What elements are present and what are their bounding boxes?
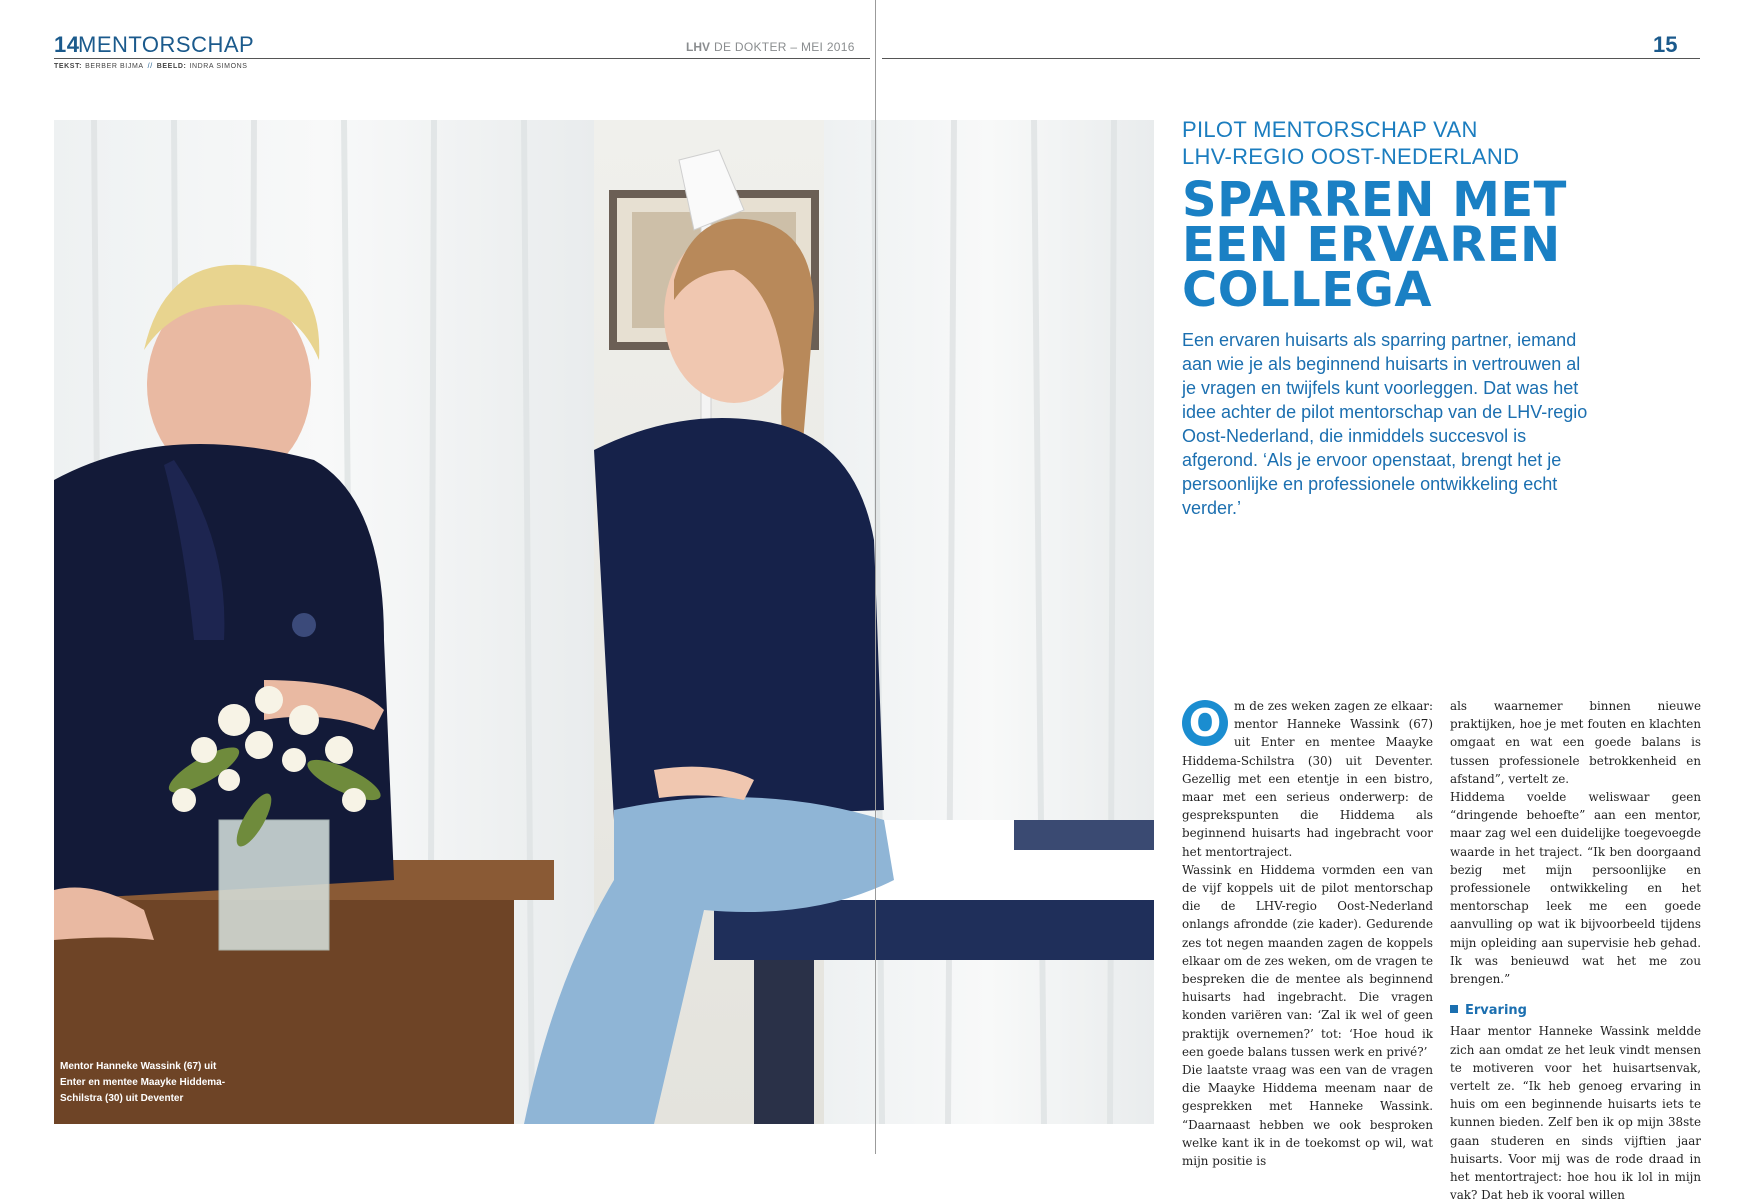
- body-paragraph: [1182, 697, 1433, 861]
- body-column-1: [1182, 697, 1433, 1170]
- body-column-2: [1450, 697, 1701, 1204]
- article-kicker: [1182, 116, 1519, 170]
- page-number-right: 15: [1653, 32, 1678, 57]
- paragraph-text: m de zes weken zagen ze elkaar: mentor Hanneke Wassink (67) uit Enter en mentee Maayke Hiddema-Schilstra (30) uit Deventer. Gezellig met een etentje in een bistro, maar met een serieus onderwerp: de gesprekspunten die Hiddema als beginnend huisarts had ingebracht voor het mentortraject.: [1182, 699, 1433, 859]
- body-paragraph: Haar mentor Hanneke Wassink meldde zich aan omdat ze het leuk vindt mensen te motiveren voor het huisartsenvak, vertelt ze. “Ik heb genoeg ervaring in huis om een beginnende huisarts iets te kunnen bieden. Zelf ben ik op mijn 38ste gaan studeren en sinds vijftien jaar huisarts. Voor mij was de rode draad in het mentortraject: hoe hou ik lol in mijn vak? Dat heb ik vooral willen: [1450, 1024, 1701, 1203]
- subheading-text: Ervaring: [1465, 1003, 1527, 1019]
- page-number-left: 14: [54, 32, 80, 57]
- article-photo: [54, 120, 1154, 1124]
- credits-image-label: BEELD:: [156, 63, 187, 70]
- caption-line: Enter en mentee Maayke Hiddema-: [60, 1077, 226, 1088]
- body-paragraph: Die laatste vraag was een van de vragen die Maayke Hiddema meenam naar de gesprekken met Hanneke Wassink. “Daarnaast hebben we ook besproken welke kant ik in de toekomst op wil, wat mijn positie is: [1182, 1063, 1433, 1169]
- kicker-line: PILOT MENTORSCHAP VAN: [1182, 117, 1478, 142]
- caption-line: Schilstra (30) uit Deventer: [60, 1093, 184, 1104]
- subheading: [1450, 1002, 1701, 1020]
- credits-text-label: TEKST:: [54, 63, 83, 70]
- page-spine: [875, 0, 876, 1154]
- body-paragraph: als waarnemer binnen nieuwe praktijken, hoe je met fouten en klachten omgaat en wat een goede balans is tussen professionele betrokkenheid en afstand”, vertelt ze.: [1450, 699, 1701, 786]
- publication-brand: LHV: [686, 40, 710, 54]
- photo-caption: [60, 1059, 265, 1107]
- article-intro: Een ervaren huisarts als sparring partner, iemand aan wie je als beginnend huisarts in vertrouwen al je vragen en twijfels kunt voorleggen. Dat was het idee achter de pilot mentorschap van de LHV-regio Oost-Nederland, die inmiddels succesvol is afgerond. ‘Als je ervoor openstaat, brengt het je persoonlijke en professionele ontwikkeling echt verder.’: [1182, 330, 1588, 518]
- kicker-line: LHV-REGIO OOST-NEDERLAND: [1182, 144, 1520, 169]
- credits-line: [54, 63, 248, 70]
- section-title: MENTORSCHAP: [78, 32, 255, 57]
- square-bullet-icon: [1450, 1005, 1458, 1013]
- headline-line: COLLEGA: [1182, 262, 1433, 318]
- publication-issue: DE DOKTER – MEI 2016: [714, 40, 855, 54]
- body-paragraph: Hiddema voelde weliswaar geen “dringende behoefte” aan een mentor, maar zag wel een duidelijke toegevoegde waarde in het traject. “Ik ben doorgaand bezig met mijn persoonlijke en professionele ontwikkeling en het mentorschap leek me een goede aanvulling op wat ik bijvoorbeeld tijdens mijn opleiding aan supervisie heb gehad. Ik was benieuwd wat het me zou brengen.”: [1450, 790, 1701, 987]
- headline-line: EEN ERVAREN: [1182, 217, 1561, 273]
- article-headline: [1182, 172, 1567, 318]
- body-paragraph: Wassink en Hiddema vormden een van de vijf koppels uit de pilot mentorschap die de LHV-regio Oost-Nederland onlangs afrondde (zie kader). Gedurende zes tot negen maanden zagen de koppels elkaar om de zes weken, om de vragen te bespreken die de mentee als beginnend huisarts had ingebracht. Die vragen konden variëren van: ‘Zal ik wel of geen praktijk overnemen?’ tot: ‘Hoe houd ik een goede balans tussen werk en privé?’: [1182, 862, 1433, 1059]
- drop-cap: O: [1182, 700, 1228, 746]
- header-rule-right: [882, 58, 1700, 59]
- header-rule-left: [54, 58, 870, 59]
- credits-separator: //: [147, 63, 153, 70]
- caption-line: Mentor Hanneke Wassink (67) uit: [60, 1061, 217, 1072]
- credits-text-author: BERBER BIJMA: [85, 63, 144, 70]
- credits-image-author: INDRA SIMONS: [189, 63, 248, 70]
- headline-line: SPARREN MET: [1182, 172, 1567, 228]
